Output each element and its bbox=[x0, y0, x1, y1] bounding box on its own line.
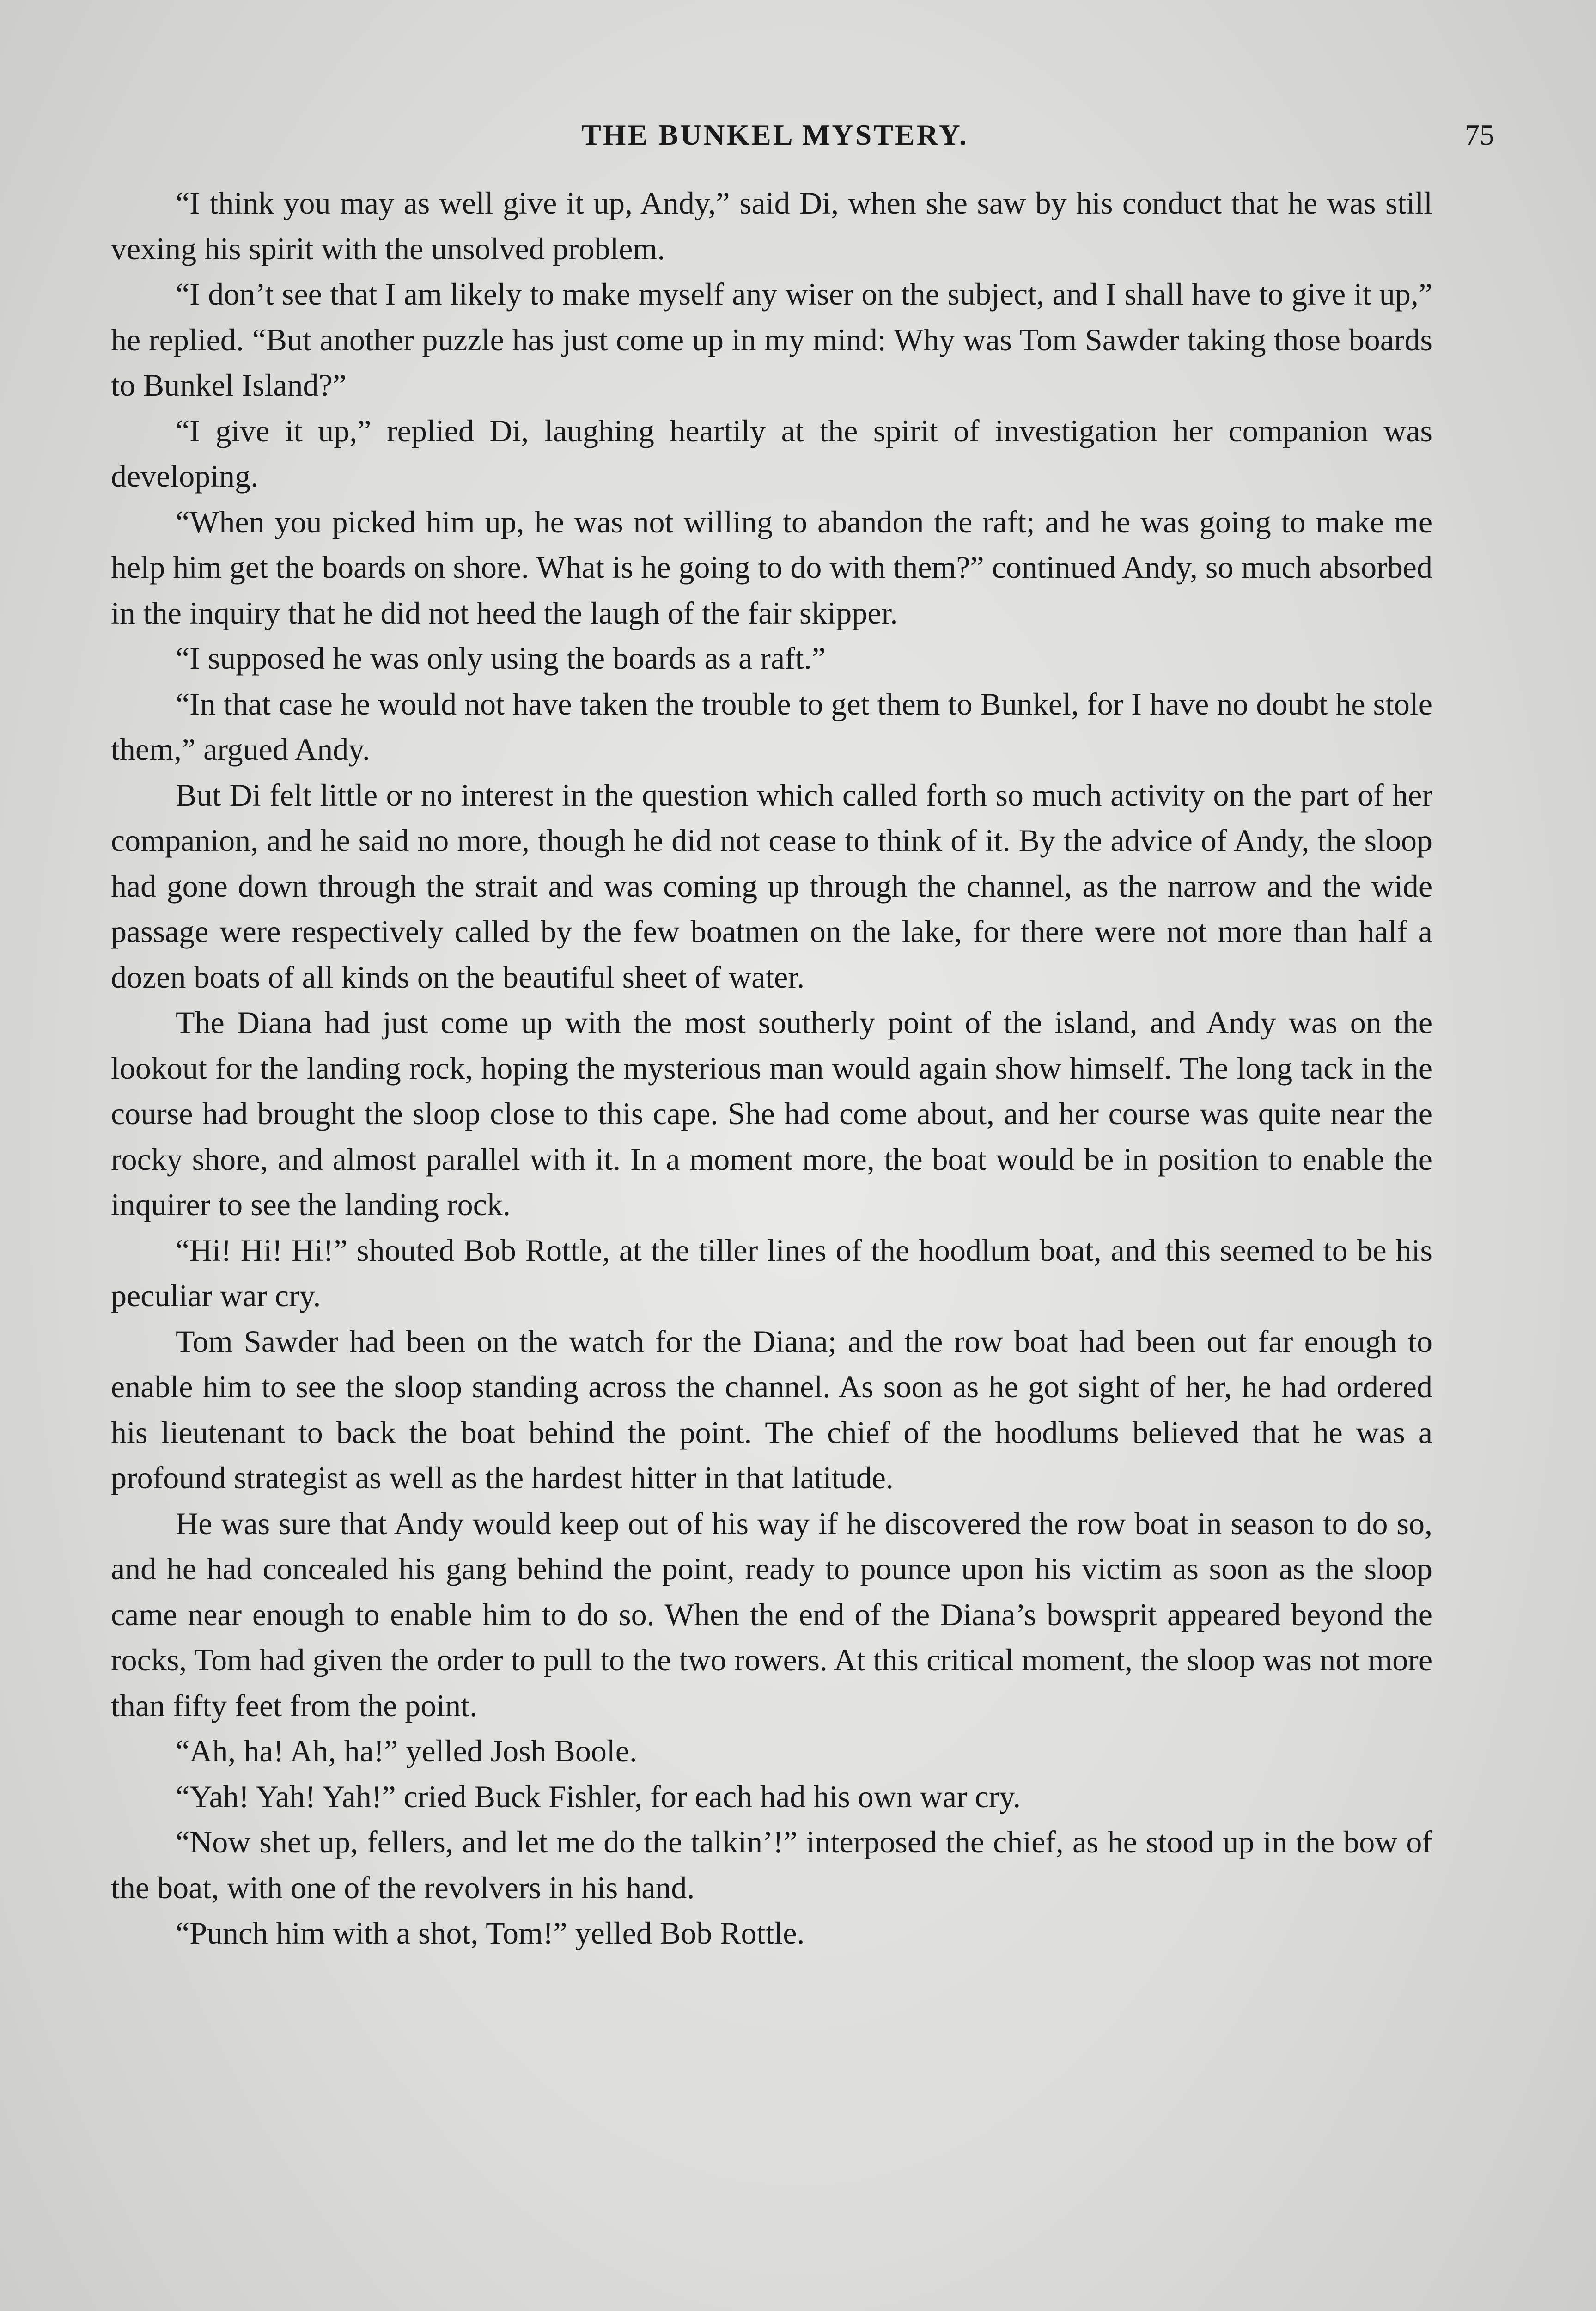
paragraph: “I think you may as well give it up, Andy,” said Di, when she saw by his conduct that he was still vexing his spirit with the unsolved problem. bbox=[111, 185, 1432, 266]
paragraph: “I supposed he was only using the boards as a raft.” bbox=[176, 641, 826, 676]
paragraph: “Hi! Hi! Hi!” shouted Bob Rottle, at the tiller lines of the hoodlum boat, and this seemed to be his peculiar war cry. bbox=[111, 1232, 1432, 1313]
paragraph: “Punch him with a shot, Tom!” yelled Bob Rottle. bbox=[176, 1915, 805, 1950]
paragraph: But Di felt little or no interest in the question which called forth so much activity on the part of her companion, and he said no more, though he did not cease to think of it. By the advice of Andy, the sloop had gone down through the strait and was coming up through the channel, as the narrow and the wide passage were respectively called by the few boatmen on the lake, for there were not more than half a dozen boats of all kinds on the beautiful sheet of water. bbox=[111, 777, 1432, 995]
running-title: THE BUNKEL MYSTERY. bbox=[581, 118, 969, 151]
paragraph: Tom Sawder had been on the watch for the Diana; and the row boat had been out far enough to enable him to see the sloop standing across the channel. As soon as he got sight of her, he had ordered his lieutenant to back the boat behind the point. The chief of the hoodlums believed that he was a profound strategist as well as the hardest hitter in that latitude. bbox=[111, 1323, 1432, 1495]
paragraph: “In that case he would not have taken the trouble to get them to Bunkel, for I have no doubt he stole them,” argued Andy. bbox=[111, 686, 1432, 767]
paragraph: He was sure that Andy would keep out of his way if he discovered the row boat in season to do so, and he had concealed his gang behind the point, ready to pounce upon his victim as soon as the sloop came near enough to enable him to do so. When the end of the Diana’s bowsprit appeared beyond the rocks, Tom had given the order to pull to the two rowers. At this critical moment, the sloop was not more than fifty feet from the point. bbox=[111, 1505, 1432, 1723]
paragraph: “Ah, ha! Ah, ha!” yelled Josh Boole. bbox=[176, 1733, 637, 1768]
paragraph: “When you picked him up, he was not willing to abandon the raft; and he was going to make me help him get the boards on shore. What is he going to do with them?” continued Andy, so much absorbed in the inquiry that he did not heed the laugh of the fair skipper. bbox=[111, 504, 1432, 630]
paragraph: “I don’t see that I am likely to make myself any wiser on the subject, and I shall have to give it up,” he replied. “But another puzzle has just come up in my mind: Why was Tom Sawder taking those boards to Bunkel Island?” bbox=[111, 276, 1432, 403]
page-number: 75 bbox=[1465, 118, 1494, 151]
paragraph: “I give it up,” replied Di, laughing heartily at the spirit of investigation her companion was developing. bbox=[111, 413, 1432, 494]
paragraph: “Yah! Yah! Yah!” cried Buck Fishler, for each had his own war cry. bbox=[176, 1779, 1021, 1814]
paragraph: The Diana had just come up with the most southerly point of the island, and Andy was on the lookout for the landing rock, hoping the mysterious man would again show himself. The long tack in the course had brought the sloop close to this cape. She had come about, and her course was quite near the rocky shore, and almost parallel with it. In a moment more, the boat would be in position to enable the inquirer to see the landing rock. bbox=[111, 1005, 1432, 1222]
body-text bbox=[111, 180, 1432, 1956]
page-header bbox=[111, 118, 1494, 169]
paragraph: “Now shet up, fellers, and let me do the talkin’!” interposed the chief, as he stood up in the bow of the boat, with one of the revolvers in his hand. bbox=[111, 1824, 1432, 1905]
